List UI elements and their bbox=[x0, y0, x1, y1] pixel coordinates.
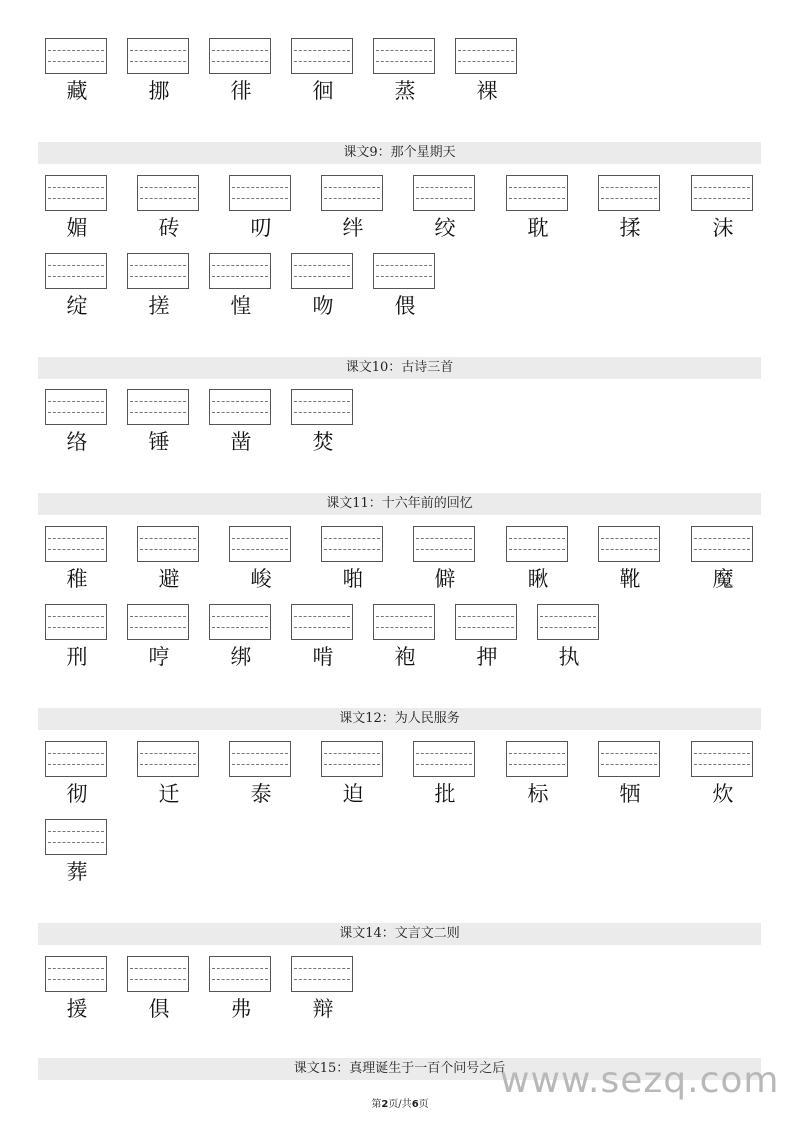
char-cell bbox=[321, 175, 385, 240]
writing-box[interactable] bbox=[321, 741, 383, 777]
hanzi: 弗 bbox=[230, 997, 252, 1021]
char-cell bbox=[45, 604, 109, 669]
section-header: 课文10：古诗三首 bbox=[38, 357, 761, 379]
hanzi: 辩 bbox=[312, 997, 334, 1021]
char-cell bbox=[45, 819, 109, 884]
hanzi: 啪 bbox=[342, 567, 364, 591]
hanzi: 牺 bbox=[619, 782, 641, 806]
char-cell bbox=[45, 526, 109, 591]
hanzi: 凿 bbox=[230, 430, 252, 454]
hanzi: 俱 bbox=[148, 997, 170, 1021]
char-cell bbox=[229, 741, 293, 806]
char-cell bbox=[45, 38, 109, 103]
char-cell bbox=[506, 175, 570, 240]
hanzi: 押 bbox=[476, 645, 498, 669]
char-cell bbox=[691, 175, 755, 240]
char-cell bbox=[127, 253, 191, 318]
char-cell bbox=[209, 956, 273, 1021]
section-header: 课文12：为人民服务 bbox=[38, 708, 761, 730]
hanzi: 哼 bbox=[148, 645, 170, 669]
hanzi: 徊 bbox=[312, 79, 334, 103]
char-cell bbox=[691, 741, 755, 806]
hanzi: 绞 bbox=[434, 216, 456, 240]
hanzi: 峻 bbox=[250, 567, 272, 591]
char-cell bbox=[127, 956, 191, 1021]
hanzi: 焚 bbox=[312, 430, 334, 454]
hanzi: 吻 bbox=[312, 294, 334, 318]
footer-middle: 页/共 bbox=[388, 1099, 412, 1110]
hanzi: 蒸 bbox=[394, 79, 416, 103]
hanzi: 泰 bbox=[250, 782, 272, 806]
char-cell bbox=[455, 604, 519, 669]
char-cell bbox=[321, 741, 385, 806]
hanzi: 裸 bbox=[476, 79, 498, 103]
char-cell bbox=[291, 956, 355, 1021]
writing-box[interactable] bbox=[691, 741, 753, 777]
writing-box[interactable] bbox=[45, 175, 107, 211]
writing-box[interactable] bbox=[291, 389, 353, 425]
writing-box[interactable] bbox=[321, 175, 383, 211]
hanzi: 葬 bbox=[66, 860, 88, 884]
writing-box[interactable] bbox=[291, 38, 353, 74]
hanzi: 绊 bbox=[342, 216, 364, 240]
writing-box[interactable] bbox=[229, 741, 291, 777]
hanzi: 袍 bbox=[394, 645, 416, 669]
writing-box[interactable] bbox=[291, 956, 353, 992]
char-cell bbox=[127, 604, 191, 669]
hanzi: 绑 bbox=[230, 645, 252, 669]
writing-box[interactable] bbox=[127, 604, 189, 640]
char-cell bbox=[598, 526, 662, 591]
writing-box[interactable] bbox=[413, 741, 475, 777]
hanzi: 靴 bbox=[619, 567, 641, 591]
char-cell bbox=[455, 38, 519, 103]
char-cell bbox=[291, 253, 355, 318]
section-header: 课文11：十六年前的回忆 bbox=[38, 493, 761, 515]
char-cell bbox=[537, 604, 601, 669]
writing-box[interactable] bbox=[506, 526, 568, 562]
hanzi: 援 bbox=[66, 997, 88, 1021]
hanzi: 迁 bbox=[158, 782, 180, 806]
writing-box[interactable] bbox=[537, 604, 599, 640]
writing-box[interactable] bbox=[321, 526, 383, 562]
char-cell bbox=[45, 253, 109, 318]
writing-box[interactable] bbox=[127, 253, 189, 289]
writing-box[interactable] bbox=[137, 526, 199, 562]
char-cell bbox=[691, 526, 755, 591]
writing-box[interactable] bbox=[455, 38, 517, 74]
writing-box[interactable] bbox=[45, 38, 107, 74]
hanzi: 绽 bbox=[66, 294, 88, 318]
writing-box[interactable] bbox=[45, 253, 107, 289]
hanzi: 络 bbox=[66, 430, 88, 454]
hanzi: 避 bbox=[158, 567, 180, 591]
footer-suffix: 页 bbox=[418, 1099, 429, 1110]
hanzi: 挪 bbox=[148, 79, 170, 103]
char-cell bbox=[229, 175, 293, 240]
footer-prefix: 第 bbox=[371, 1099, 382, 1110]
hanzi: 耽 bbox=[527, 216, 549, 240]
char-cell bbox=[209, 38, 273, 103]
char-cell bbox=[321, 526, 385, 591]
hanzi: 魔 bbox=[712, 567, 734, 591]
writing-box[interactable] bbox=[373, 253, 435, 289]
writing-box[interactable] bbox=[229, 526, 291, 562]
writing-box[interactable] bbox=[209, 253, 271, 289]
char-cell bbox=[209, 253, 273, 318]
char-cell bbox=[45, 389, 109, 454]
hanzi: 搓 bbox=[148, 294, 170, 318]
hanzi: 刑 bbox=[66, 645, 88, 669]
page-footer bbox=[0, 1095, 800, 1110]
char-cell bbox=[291, 38, 355, 103]
section-header: 课文9：那个星期天 bbox=[38, 142, 761, 164]
char-cell bbox=[506, 526, 570, 591]
char-cell bbox=[291, 604, 355, 669]
section-header: 课文14：文言文二则 bbox=[38, 923, 761, 945]
writing-box[interactable] bbox=[229, 175, 291, 211]
writing-box[interactable] bbox=[291, 253, 353, 289]
writing-box[interactable] bbox=[373, 38, 435, 74]
char-cell bbox=[413, 526, 477, 591]
char-cell bbox=[127, 389, 191, 454]
hanzi: 沫 bbox=[712, 216, 734, 240]
writing-box[interactable] bbox=[127, 389, 189, 425]
char-cell bbox=[137, 526, 201, 591]
char-cell bbox=[137, 175, 201, 240]
writing-box[interactable] bbox=[413, 175, 475, 211]
char-cell bbox=[598, 175, 662, 240]
writing-box[interactable] bbox=[45, 389, 107, 425]
watermark: www.sezq.com bbox=[500, 1060, 780, 1101]
hanzi: 啃 bbox=[312, 645, 334, 669]
hanzi: 砖 bbox=[158, 216, 180, 240]
writing-box[interactable] bbox=[455, 604, 517, 640]
hanzi: 僻 bbox=[434, 567, 456, 591]
footer-page-number: 2 bbox=[381, 1099, 389, 1110]
writing-box[interactable] bbox=[209, 956, 271, 992]
hanzi: 锤 bbox=[148, 430, 170, 454]
section-header: 课文15：真理诞生于一百个问号之后 bbox=[38, 1058, 761, 1080]
writing-box[interactable] bbox=[291, 604, 353, 640]
hanzi: 迫 bbox=[342, 782, 364, 806]
footer-total-pages: 6 bbox=[411, 1099, 419, 1110]
char-cell bbox=[598, 741, 662, 806]
char-cell bbox=[45, 175, 109, 240]
char-cell bbox=[373, 38, 437, 103]
hanzi: 稚 bbox=[66, 567, 88, 591]
writing-box[interactable] bbox=[45, 819, 107, 855]
writing-box[interactable] bbox=[209, 38, 271, 74]
writing-box[interactable] bbox=[45, 604, 107, 640]
char-cell bbox=[229, 526, 293, 591]
hanzi: 炊 bbox=[712, 782, 734, 806]
writing-box[interactable] bbox=[598, 741, 660, 777]
hanzi: 揉 bbox=[619, 216, 641, 240]
hanzi: 批 bbox=[434, 782, 456, 806]
char-cell bbox=[127, 38, 191, 103]
hanzi: 藏 bbox=[66, 79, 88, 103]
hanzi: 执 bbox=[558, 645, 580, 669]
hanzi: 彻 bbox=[66, 782, 88, 806]
char-cell bbox=[209, 389, 273, 454]
writing-box[interactable] bbox=[127, 38, 189, 74]
char-cell bbox=[373, 253, 437, 318]
writing-box[interactable] bbox=[45, 526, 107, 562]
writing-box[interactable] bbox=[137, 741, 199, 777]
hanzi: 瞅 bbox=[527, 567, 549, 591]
writing-box[interactable] bbox=[45, 741, 107, 777]
writing-box[interactable] bbox=[209, 604, 271, 640]
writing-box[interactable] bbox=[506, 175, 568, 211]
hanzi: 媚 bbox=[66, 216, 88, 240]
char-cell bbox=[373, 604, 437, 669]
hanzi: 标 bbox=[527, 782, 549, 806]
writing-box[interactable] bbox=[506, 741, 568, 777]
writing-box[interactable] bbox=[598, 526, 660, 562]
writing-box[interactable] bbox=[209, 389, 271, 425]
char-cell bbox=[413, 175, 477, 240]
hanzi: 徘 bbox=[230, 79, 252, 103]
char-cell bbox=[209, 604, 273, 669]
writing-box[interactable] bbox=[413, 526, 475, 562]
char-cell bbox=[45, 956, 109, 1021]
writing-box[interactable] bbox=[45, 956, 107, 992]
writing-box[interactable] bbox=[127, 956, 189, 992]
writing-box[interactable] bbox=[137, 175, 199, 211]
char-cell bbox=[137, 741, 201, 806]
char-cell bbox=[291, 389, 355, 454]
hanzi: 叨 bbox=[250, 216, 272, 240]
hanzi: 惶 bbox=[230, 294, 252, 318]
hanzi: 偎 bbox=[394, 294, 416, 318]
char-cell bbox=[413, 741, 477, 806]
writing-box[interactable] bbox=[598, 175, 660, 211]
char-cell bbox=[45, 741, 109, 806]
writing-box[interactable] bbox=[691, 526, 753, 562]
writing-box[interactable] bbox=[691, 175, 753, 211]
char-cell bbox=[506, 741, 570, 806]
writing-box[interactable] bbox=[373, 604, 435, 640]
